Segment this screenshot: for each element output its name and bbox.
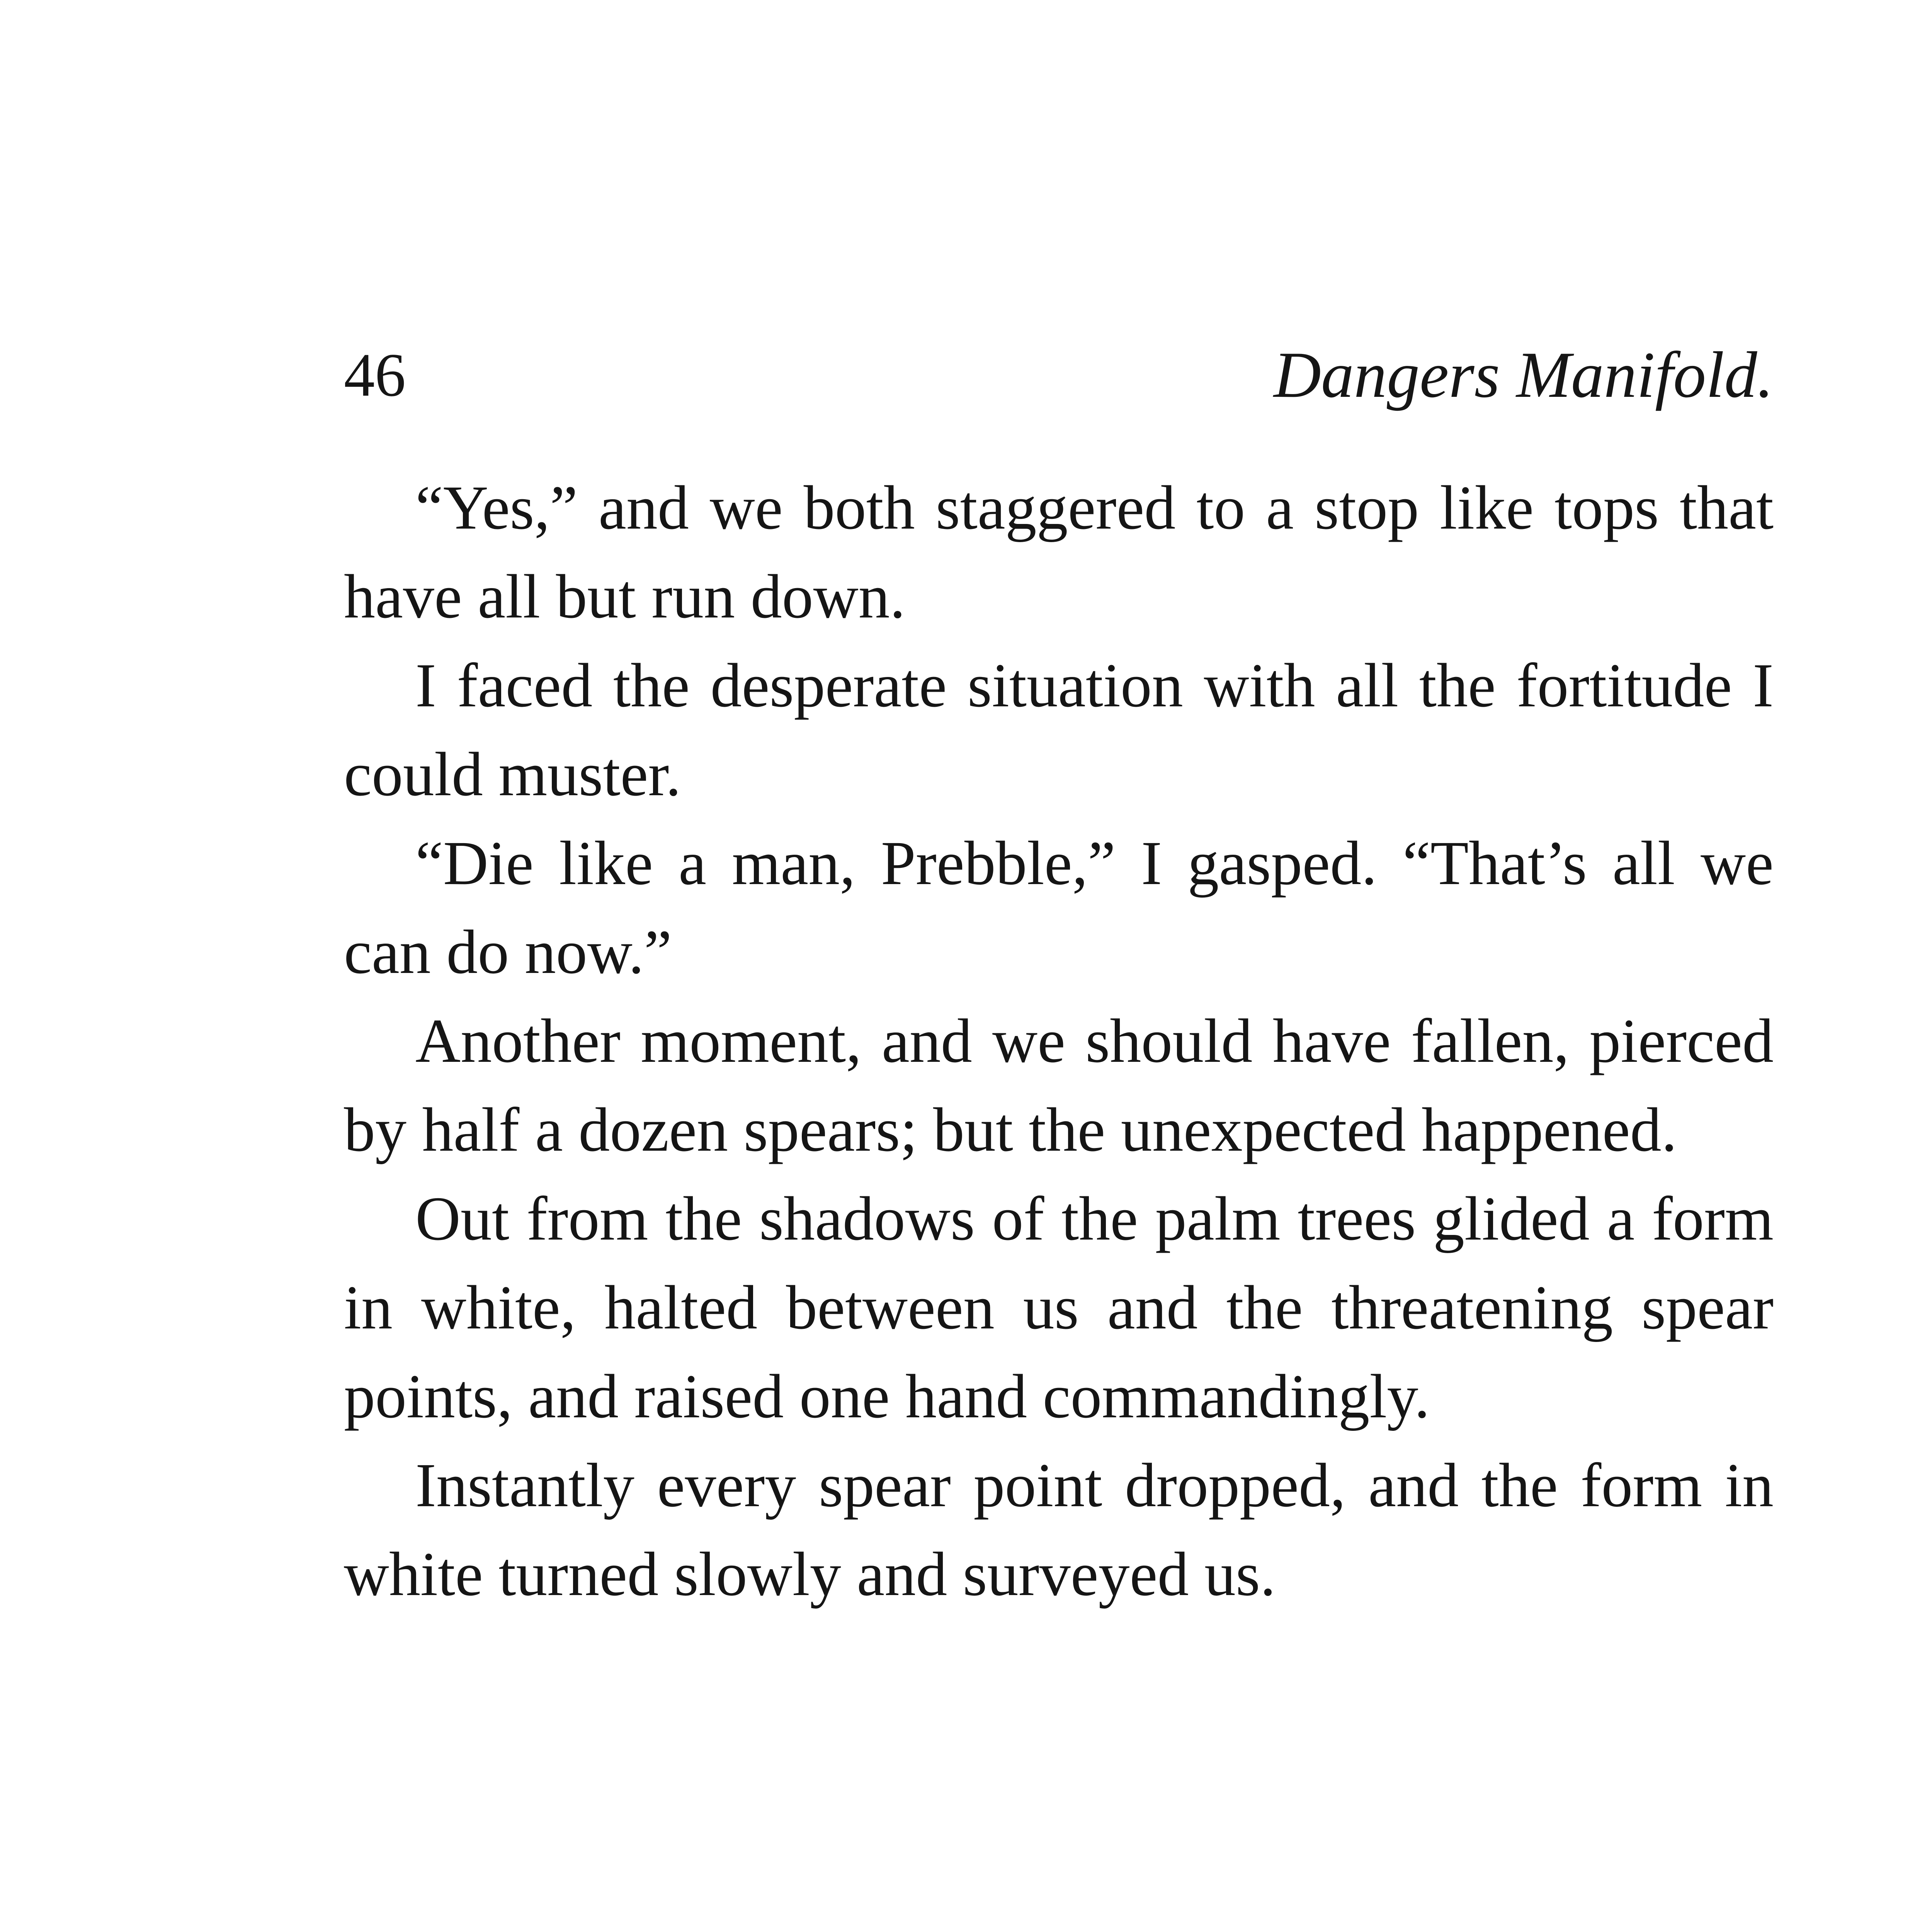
running-head: [344, 340, 1774, 410]
body-text: [344, 464, 1774, 1619]
paragraph-5: Out from the shadows of the palm trees glided a form in white, halted between us and the threatening spear points, and raised one hand commandingly.: [344, 1184, 1774, 1431]
running-title: Dangers Manifold.: [1274, 338, 1774, 411]
paragraph-4: Another moment, and we should have fallen, pierced by half a dozen spears; but the unexpected happened.: [344, 1007, 1774, 1165]
paragraph-6: Instantly every spear point dropped, and the form in white turned slowly and surveyed us.: [344, 1451, 1774, 1609]
paragraph-2: I faced the desperate situation with all the fortitude I could muster.: [344, 651, 1774, 809]
paragraph-1: “Yes,” and we both staggered to a stop like tops that have all but run down.: [344, 473, 1774, 631]
paragraph-3: “Die like a man, Prebble,” I gasped. “That’s all we can do now.”: [344, 829, 1774, 987]
page-number: 46: [344, 340, 406, 409]
